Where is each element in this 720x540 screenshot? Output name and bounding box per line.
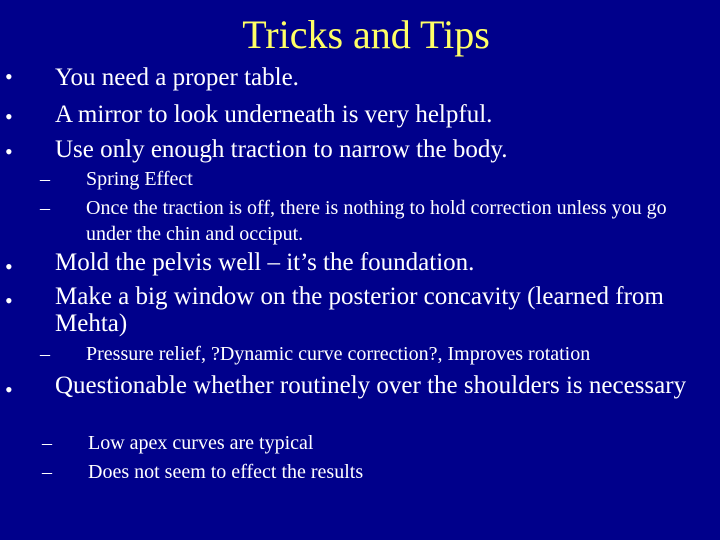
bullet-text: Make a big window on the posterior concavity (learned from Mehta) (55, 283, 664, 337)
slide-title: Tricks and Tips (242, 12, 490, 57)
bullet-text: Mold the pelvis well – it’s the foundation. (55, 249, 475, 276)
dash-icon: – (40, 343, 50, 365)
bullet-icon: • (5, 139, 13, 164)
dash-icon: – (42, 461, 52, 483)
bullet-icon: • (5, 254, 13, 279)
sub-item-text: Once the traction is off, there is nothing to hold correction unless you go under the chin and occiput. (86, 197, 667, 245)
bullet-icon: • (5, 377, 13, 402)
bullet-text: You need a proper table. (55, 64, 299, 91)
sub-item-text: Low apex curves are typical (88, 432, 314, 454)
bullet-icon: • (5, 104, 13, 129)
dash-icon: – (40, 168, 50, 190)
dash-icon: – (42, 432, 52, 454)
bullet-icon: • (5, 64, 13, 89)
bullet-text: Questionable whether routinely over the shoulders is necessary (55, 372, 687, 399)
bullet-text: A mirror to look underneath is very helpful. (55, 101, 493, 128)
sub-item-text: Spring Effect (86, 168, 193, 190)
bullet-icon: • (5, 288, 13, 313)
dash-icon: – (40, 197, 50, 219)
bullet-text: Use only enough traction to narrow the body. (55, 136, 508, 163)
sub-item-text: Does not seem to effect the results (88, 461, 364, 483)
sub-item-text: Pressure relief, ?Dynamic curve correction?, Improves rotation (86, 343, 591, 365)
